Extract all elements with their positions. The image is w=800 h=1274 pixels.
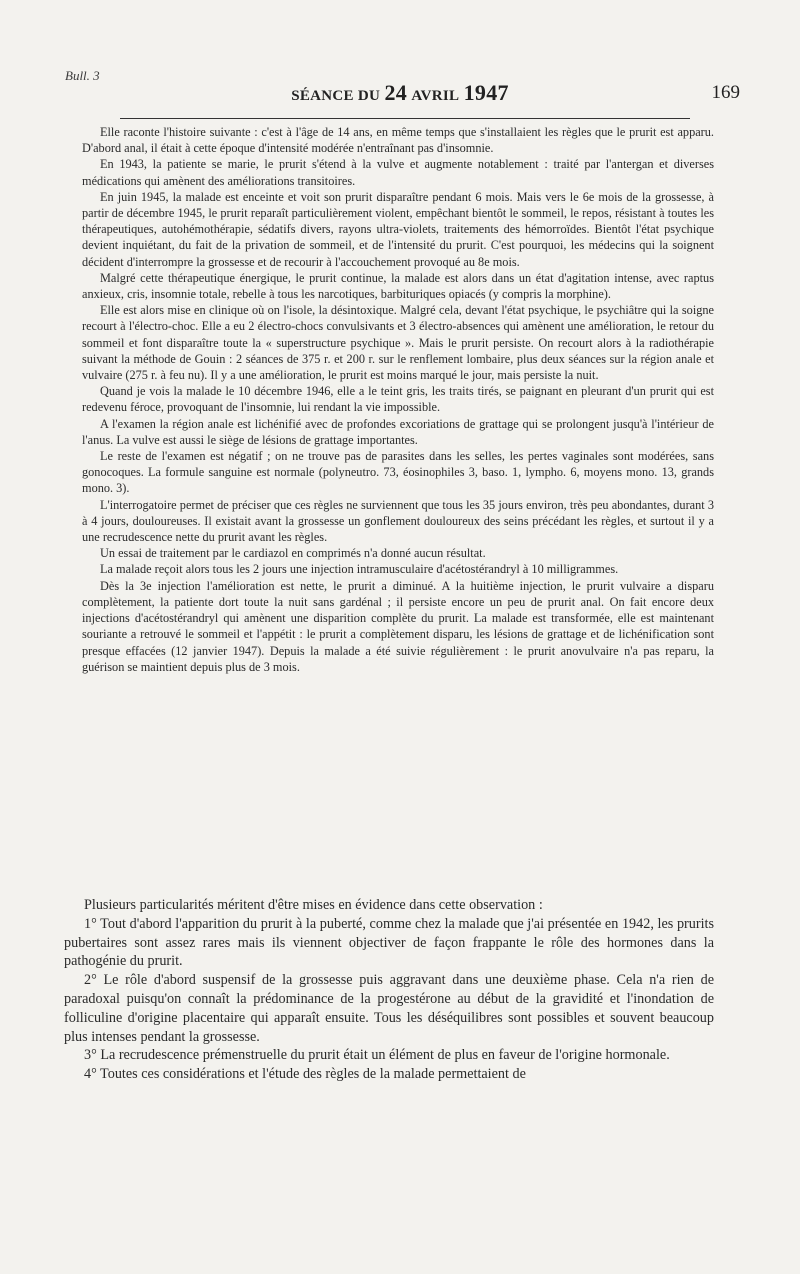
discussion-paragraph: 2° Le rôle d'abord suspensif de la grossesse puis aggravant dans une deuxième phase. Cela n'a rien de paradoxal puisqu'on connaît la prédominance de la progestérone au début de la gravidité et l'inondation de folliculine d'origine placentaire qui apparaît ensuite. Tous les déséquilibres sont possibles et souvent beaucoup plus intenses pendant la grossesse. (64, 972, 714, 1045)
running-title (60, 80, 740, 106)
observation-paragraph: La malade reçoit alors tous les 2 jours une injection intramusculaire d'acétostérandryl à 10 milligrammes. (100, 562, 619, 577)
observation-paragraph: En juin 1945, la malade est enceinte et voit son prurit disparaître pendant 6 mois. Mais vers le 6e mois de la grossesse, à partir de décembre 1945, le prurit reparaît particulièrement violent, empêchant bientôt le sommeil, le repos, résistant à toutes les thérapeutiques, autohémothérapie, sédatifs divers, rayons ultra-violets, traitements des hémorroïdes. Bientôt l'état psychique devient inquiétant, du fait de la privation de sommeil, et de l'intensité du prurit. C'est pourquoi, les médecins qui la soignent décident d'interrompre la grossesse et de recourir à l'accouchement provoqué au 8e mois. (82, 189, 714, 269)
observation-paragraph: Le reste de l'examen est négatif ; on ne trouve pas de parasites dans les selles, les pertes vaginales sont modérées, sans gonocoques. La formule sanguine est normale (polyneutro. 73, éosinophiles 3, baso. 1, lympho. 6, moyens mono. 13, grands mono. 3). (82, 449, 714, 496)
observation-paragraph: Quand je vois la malade le 10 décembre 1946, elle a le teint gris, les traits tirés, se paignant en pleurant d'un prurit qui est redevenu féroce, provoquant de l'insomnie, lui rendant la vie impossible. (82, 384, 714, 415)
seance-year: 1947 (463, 80, 509, 105)
discussion-paragraph: 3° La recrudescence prémenstruelle du prurit était un élément de plus en faveur de l'origine hormonale. (84, 1047, 670, 1064)
observation-text (82, 124, 714, 675)
discussion-paragraph: Plusieurs particularités méritent d'être mises en évidence dans cette observation : (84, 897, 543, 913)
discussion-paragraph: 4° Toutes ces considérations et l'étude des règles de la malade permettaient de (84, 1066, 526, 1083)
observation-paragraph: Malgré cette thérapeutique énergique, le prurit continue, la malade est alors dans un état d'agitation intense, avec raptus anxieux, cris, insomnie totale, rebelle à tous les narcotiques, barbituriques opiacés (y compris la morphine). (82, 270, 714, 302)
observation-paragraph: Un essai de traitement par le cardiazol en comprimés n'a donné aucun résultat. (100, 546, 486, 561)
seance-month: AVRIL (411, 88, 460, 104)
discussion-paragraph: 1° Tout d'abord l'apparition du prurit à la puberté, comme chez la malade que j'ai présentée en 1942, les prurits pubertaires sont assez rares mais ils viennent objectiver de façon frappante le rôle des hormones dans la pathogénie du prurit. (64, 915, 714, 970)
header-rule (120, 118, 690, 119)
observation-paragraph: Elle raconte l'histoire suivante : c'est à l'âge de 14 ans, en même temps que s'installaient les règles que le prurit est apparu. D'abord anal, il était à cette époque d'intensité modérée n'entraînant pas d'insomnie. (82, 125, 714, 156)
observation-paragraph: L'interrogatoire permet de préciser que ces règles ne surviennent que tous les 35 jours environ, très peu abondantes, durant 3 à 4 jours, douloureuses. Il existait avant la grossesse un gonflement douloureux des seins précédant les règles, et surtout il y a une recrudescence nette du prurit avant les règles. (82, 497, 714, 545)
seance-day: 24 (384, 80, 408, 105)
seance-label: SÉANCE DU (291, 88, 381, 104)
observation-paragraph: En 1943, la patiente se marie, le prurit s'étend à la vulve et augmente notablement : traité par l'antergan et diverses médications qui amènent des améliorations transitoires. (82, 157, 714, 188)
observation-paragraph: Dès la 3e injection l'amélioration est nette, le prurit a diminué. A la huitième injection, le prurit vulvaire a disparu complètement, la patiente dort toute la nuit sans gardénal ; il persiste encore un peu de prurit anal. On fait encore deux injections d'acétostérandryl qui amènent une disparition complète du prurit. La malade est transformée, elle est maintenant souriante a retrouvé le sommeil et l'appétit : le prurit a complètement disparu, les lésions de grattage et de lichénification sont presque effacées (12 janvier 1947). Depuis la malade a été suivie régulièrement : le prurit anovulvaire n'a pas reparu, la guérison se maintient depuis plus de 3 mois. (82, 578, 714, 674)
observation-paragraph: Elle est alors mise en clinique où on l'isole, la désintoxique. Malgré cela, devant l'état psychique, le psychiâtre qui la soigne recourt à l'électro-choc. Elle a eu 2 électro-chocs convulsivants et 3 électro-absences qui amènent une amélioration, le retour du sommeil et font disparaître toute la « superstructure psychique ». Mais le prurit persiste. On recourt alors à la radiothérapie suivant la méthode de Gouin : 2 séances de 375 r. et 200 r. sur le renflement lombaire, plus deux séances sur la région anale et vulvaire (275 r. à feu nu). Il y a une amélioration, le prurit est moins marqué le jour, mais persiste la nuit. (82, 303, 714, 383)
bulletin-mark: Bull. 3 (65, 68, 100, 83)
running-header (60, 80, 740, 104)
observation-paragraph: A l'examen la région anale est lichénifié avec de profondes excoriations de grattage qui se prolongent jusqu'à l'intérieur de l'anus. La vulve est aussi le siège de lésions de grattage importantes. (82, 416, 714, 447)
discussion-text (64, 896, 714, 1084)
page-number: 169 (711, 82, 740, 103)
